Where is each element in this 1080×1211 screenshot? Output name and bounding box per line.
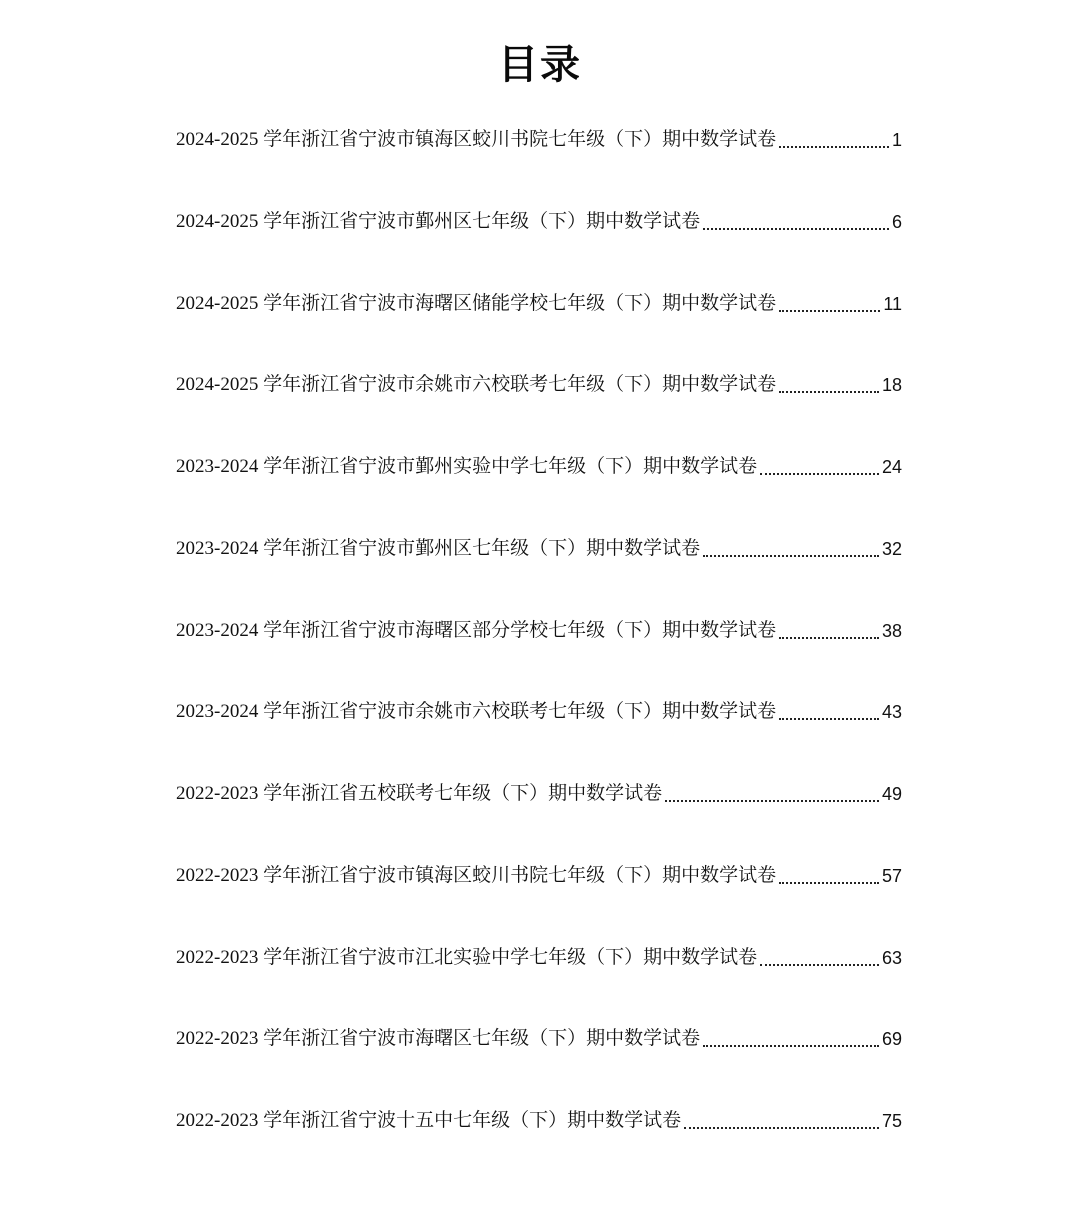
toc-entry-page-number: 6 <box>891 211 902 232</box>
toc-entry-page-number: 43 <box>881 702 902 723</box>
toc-entry-page-number: 18 <box>881 375 902 396</box>
toc-entry[interactable] <box>176 692 902 774</box>
toc-entry-title: 2022-2023 学年浙江省五校联考七年级（下）期中数学试卷 <box>176 783 663 804</box>
dot-leader <box>779 284 880 324</box>
toc-entry[interactable] <box>176 938 902 1020</box>
dot-leader <box>779 365 879 405</box>
dot-leader <box>779 856 879 896</box>
dot-leader <box>779 120 889 160</box>
toc-entry[interactable] <box>176 1019 902 1101</box>
toc-entry[interactable] <box>176 284 902 366</box>
toc-entry-title: 2024-2025 学年浙江省宁波市鄞州区七年级（下）期中数学试卷 <box>176 210 701 232</box>
toc-entry[interactable] <box>176 529 902 611</box>
toc-entry[interactable] <box>176 856 902 938</box>
toc-entry-page-number: 1 <box>891 130 902 150</box>
toc-entry[interactable] <box>176 774 902 856</box>
toc-entry[interactable] <box>176 365 902 447</box>
toc-entry[interactable] <box>176 1101 902 1183</box>
toc-entry[interactable] <box>176 447 902 529</box>
dot-leader <box>760 447 879 487</box>
toc-entry-page-number: 63 <box>881 947 902 968</box>
toc-entry[interactable] <box>176 120 902 202</box>
toc-entry-title: 2022-2023 学年浙江省宁波市江北实验中学七年级（下）期中数学试卷 <box>176 946 758 968</box>
toc-entry-page-number: 49 <box>881 784 902 804</box>
toc-entry-title: 2024-2025 学年浙江省宁波市余姚市六校联考七年级（下）期中数学试卷 <box>176 374 777 396</box>
toc-entry-title: 2024-2025 学年浙江省宁波市镇海区蛟川书院七年级（下）期中数学试卷 <box>176 129 777 150</box>
dot-leader <box>703 529 879 569</box>
dot-leader <box>703 1019 879 1059</box>
dot-leader <box>665 774 879 814</box>
toc-entry-page-number: 32 <box>881 538 902 559</box>
page-title: 目录 <box>498 41 582 88</box>
toc-entry-page-number: 69 <box>881 1029 902 1050</box>
toc-entry-page-number: 57 <box>881 865 902 886</box>
dot-leader <box>684 1101 879 1141</box>
toc-entry-title: 2023-2024 学年浙江省宁波市余姚市六校联考七年级（下）期中数学试卷 <box>176 701 777 723</box>
dot-leader <box>779 692 879 732</box>
toc-entry-title: 2022-2023 学年浙江省宁波市海曙区七年级（下）期中数学试卷 <box>176 1028 701 1050</box>
toc-entry-page-number: 38 <box>881 620 902 641</box>
toc-entry-title: 2022-2023 学年浙江省宁波市镇海区蛟川书院七年级（下）期中数学试卷 <box>176 864 777 886</box>
toc-entry-title: 2023-2024 学年浙江省宁波市鄞州区七年级（下）期中数学试卷 <box>176 537 701 559</box>
dot-leader <box>703 202 889 242</box>
toc-entry-page-number: 75 <box>881 1111 902 1131</box>
toc-entry-title: 2023-2024 学年浙江省宁波市海曙区部分学校七年级（下）期中数学试卷 <box>176 619 777 641</box>
toc-entry-page-number: 24 <box>881 457 902 477</box>
toc-entry-page-number: 11 <box>883 293 902 314</box>
toc-entry-title: 2023-2024 学年浙江省宁波市鄞州实验中学七年级（下）期中数学试卷 <box>176 456 758 477</box>
toc-entry[interactable] <box>176 611 902 693</box>
dot-leader <box>779 611 879 651</box>
dot-leader <box>760 938 879 978</box>
toc-entry[interactable] <box>176 202 902 284</box>
toc-entry-title: 2024-2025 学年浙江省宁波市海曙区储能学校七年级（下）期中数学试卷 <box>176 292 777 314</box>
toc-entry-title: 2022-2023 学年浙江省宁波十五中七年级（下）期中数学试卷 <box>176 1110 682 1131</box>
table-of-contents <box>176 120 902 1183</box>
